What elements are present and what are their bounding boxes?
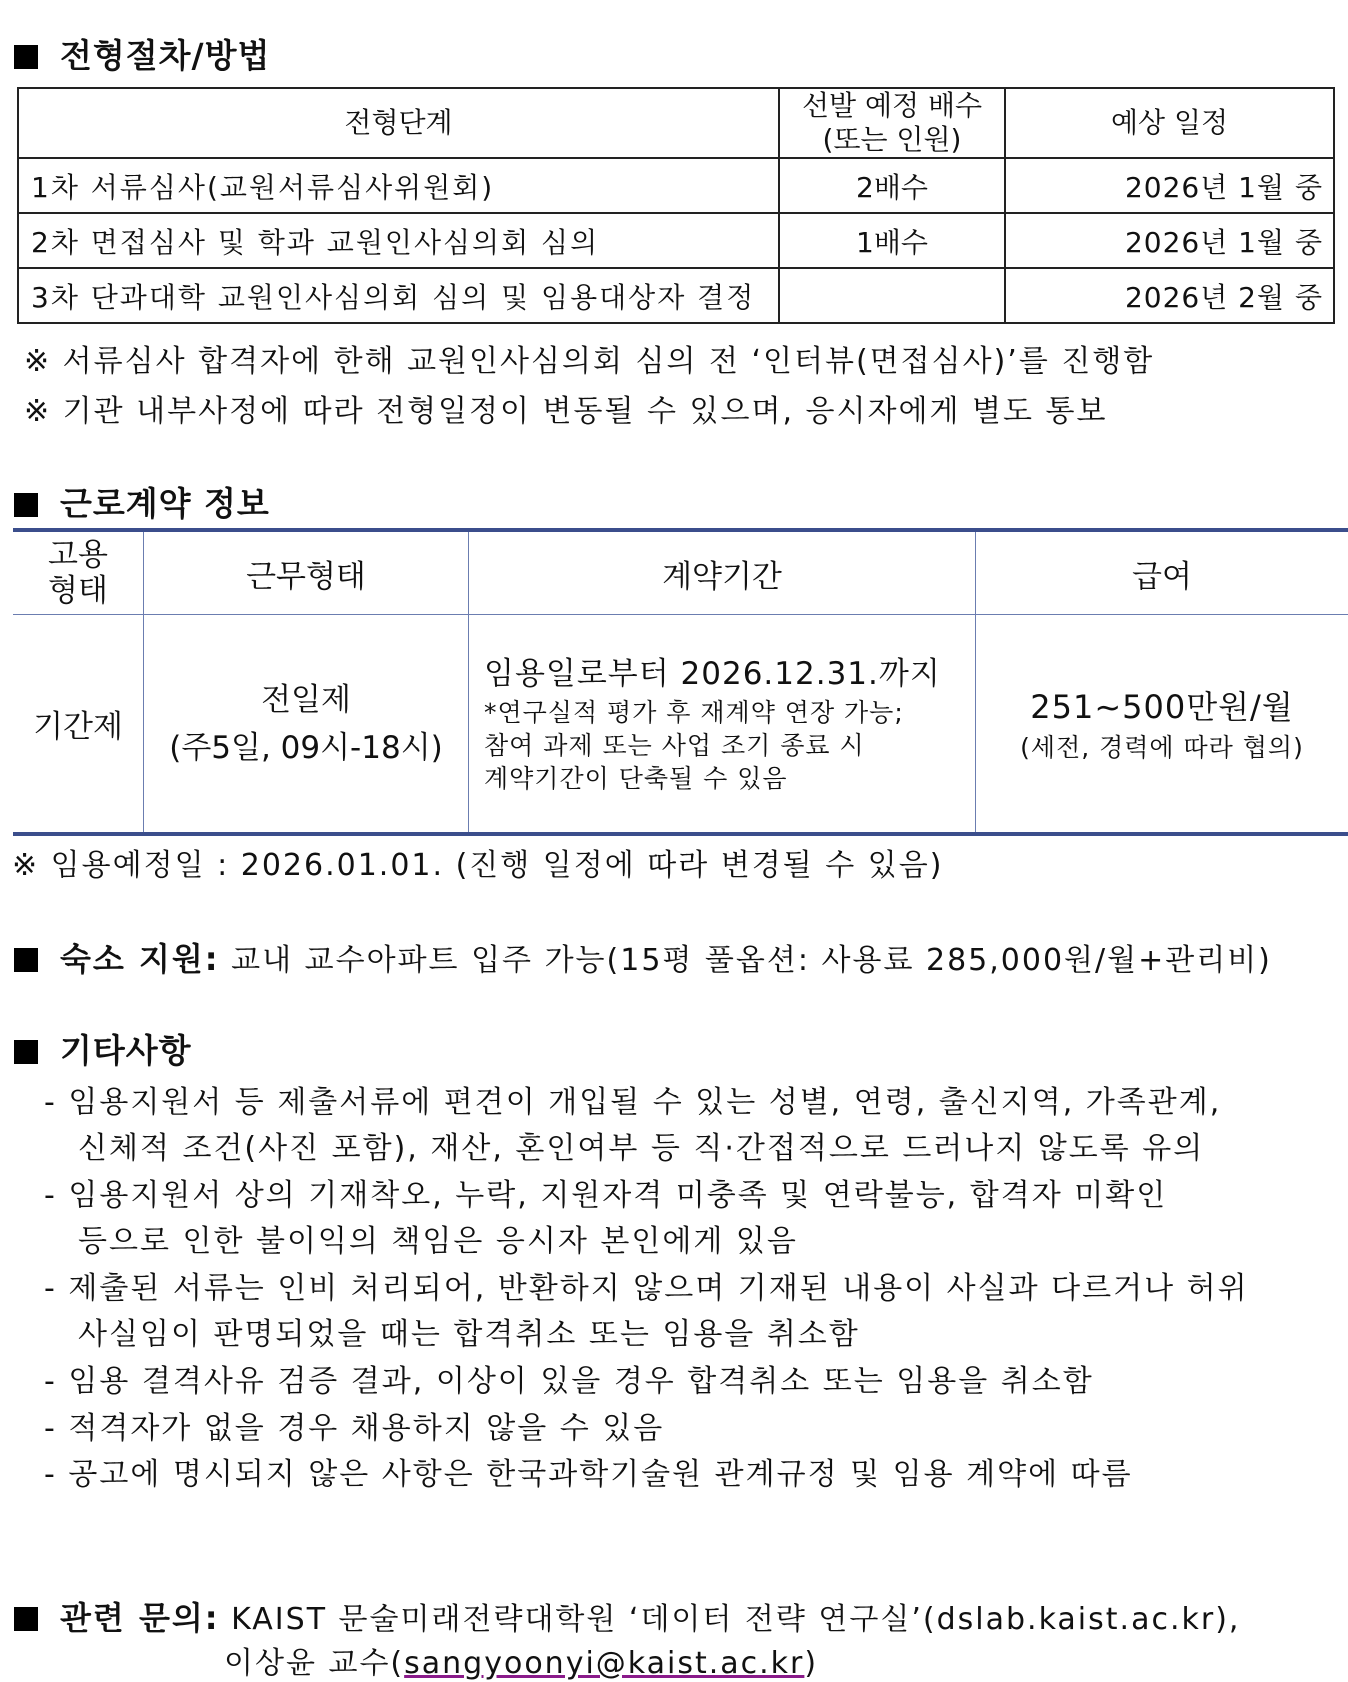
square-bullet-icon [14,45,38,69]
square-bullet-icon [14,948,38,972]
stage-cell: 2차 면접심사 및 학과 교원인사심의회 심의 [18,213,779,268]
date-cell: 2026년 2월 중 [1005,268,1334,323]
count-cell: 1배수 [779,213,1005,268]
etc-item: - 공고에 명시되지 않은 사항은 한국과학기술원 관계규정 및 임용 계약에 따름 [44,1449,1133,1493]
etc-item-continuation: 신체적 조건(사진 포함), 재산, 혼인여부 등 직·간접적으로 드러나지 않도록 유의 [78,1123,1204,1167]
contract-period-cell: 임용일로부터 2026.12.31.까지 *연구실적 평가 후 재계약 연장 가능; 참여 과제 또는 사업 조기 종료 시 계약기간이 단축될 수 있음 [469,615,976,835]
salary-cell: 251~500만원/월 (세전, 경력에 따라 협의) [976,615,1348,835]
contact-email-link[interactable]: sangyoonyi@kaist.ac.kr [404,1646,804,1681]
employment-type-cell: 기간제 [13,615,144,835]
contact-label: 관련 문의: [60,1599,220,1637]
square-bullet-icon [14,493,38,517]
table-row [18,158,1334,213]
etc-item: - 임용지원서 상의 기재착오, 누락, 지원자격 미충족 및 연락불능, 합격자 미확인 [44,1170,1167,1214]
housing-label: 숙소 지원: [60,940,220,978]
etc-item-continuation: 사실임이 판명되었을 때는 합격취소 또는 임용을 취소함 [78,1309,860,1353]
section-title-contract: 근로계약 정보 [14,478,270,525]
contact-line-1 [14,1593,1240,1639]
table-row [18,213,1334,268]
header-date: 예상 일정 [1005,88,1334,158]
contract-table [13,528,1348,836]
header-count: 선발 예정 배수 (또는 인원) [779,88,1005,158]
etc-item: - 제출된 서류는 인비 처리되어, 반환하지 않으며 기재된 내용이 사실과 다르거나 허위 [44,1263,1249,1307]
date-cell: 2026년 1월 중 [1005,213,1334,268]
header-work-type: 근무형태 [144,530,469,615]
housing-text: 교내 교수아파트 입주 가능(15평 풀옵션: 사용료 285,000원/월+관리비) [231,943,1272,978]
header-contract-period: 계약기간 [469,530,976,615]
table-header-row [13,530,1348,615]
date-cell: 2026년 1월 중 [1005,158,1334,213]
section-title-etc: 기타사항 [14,1025,192,1072]
etc-item: - 임용지원서 등 제출서류에 편견이 개입될 수 있는 성별, 연령, 출신지역, 가족관계, [44,1077,1221,1121]
count-cell: 2배수 [779,158,1005,213]
etc-item-continuation: 등으로 인한 불이익의 책임은 응시자 본인에게 있음 [78,1216,798,1260]
selection-table [17,87,1335,324]
contact-lab: KAIST 문술미래전략대학원 ‘데이터 전략 연구실’(dslab.kaist.ac.kr), [231,1602,1240,1637]
stage-cell: 3차 단과대학 교원인사심의회 심의 및 임용대상자 결정 [18,268,779,323]
selection-note-1: ※ 서류심사 합격자에 한해 교원인사심의회 심의 전 ‘인터뷰(면접심사)’를 진행함 [24,336,1154,380]
header-salary: 급여 [976,530,1348,615]
table-row [18,268,1334,323]
header-stage: 전형단계 [18,88,779,158]
selection-note-2: ※ 기관 내부사정에 따라 전형일정이 변동될 수 있으며, 응시자에게 별도 통보 [24,386,1107,430]
housing-line [14,934,1272,980]
table-row [13,615,1348,835]
work-type-cell: 전일제 (주5일, 09시-18시) [144,615,469,835]
header-employment-type: 고용 형태 [13,530,144,615]
count-cell [779,268,1005,323]
table-header-row [18,88,1334,158]
stage-cell: 1차 서류심사(교원서류심사위원회) [18,158,779,213]
contact-line-2: 이상윤 교수(sangyoonyi@kaist.ac.kr) [224,1638,818,1682]
square-bullet-icon [14,1040,38,1064]
square-bullet-icon [14,1607,38,1631]
section-title-selection: 전형절차/방법 [14,30,270,77]
etc-item: - 임용 결격사유 검증 결과, 이상이 있을 경우 합격취소 또는 임용을 취소함 [44,1356,1094,1400]
etc-item: - 적격자가 없을 경우 채용하지 않을 수 있음 [44,1403,664,1447]
appointment-date-note: ※ 임용예정일 : 2026.01.01. (진행 일정에 따라 변경될 수 있음) [12,840,943,884]
